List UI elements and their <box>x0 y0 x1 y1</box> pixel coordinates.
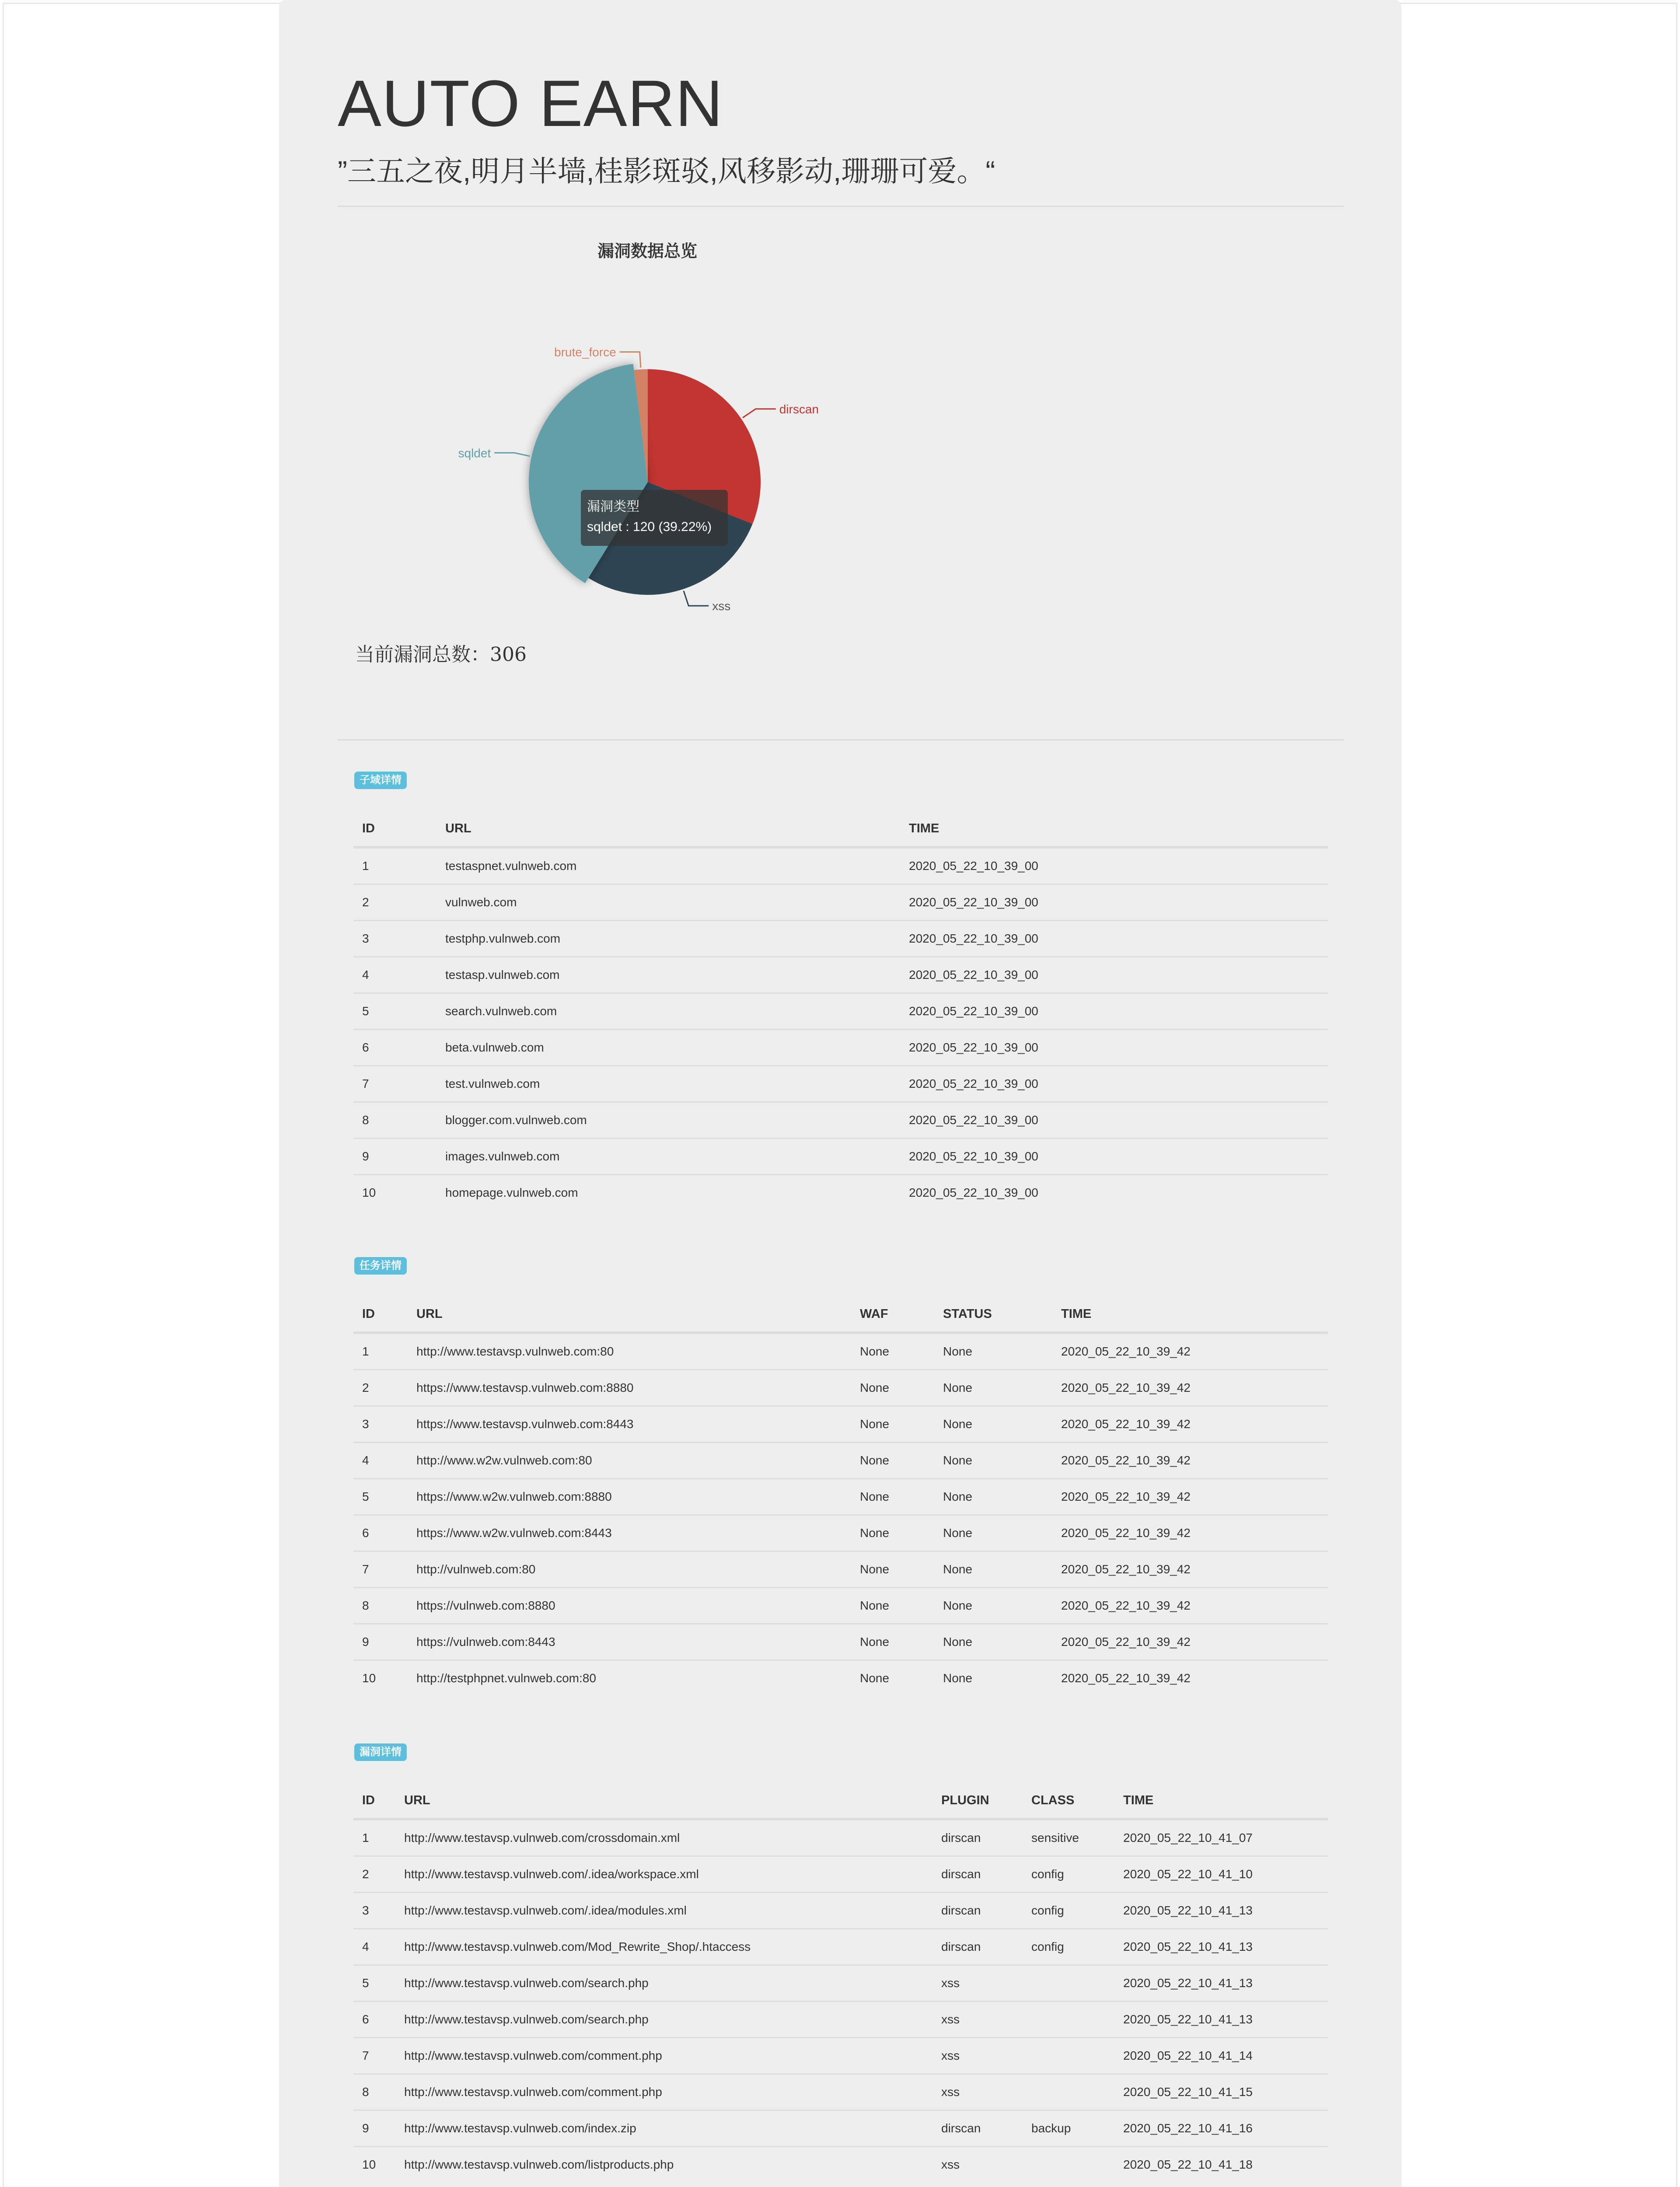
table-row <box>353 1370 1328 1406</box>
table-cell: 2020_05_22_10_41_10 <box>1114 1856 1328 1893</box>
table-cell: config <box>1023 1893 1114 1929</box>
table-cell: 2020_05_22_10_39_00 <box>900 847 1328 884</box>
table-cell: http://www.testavsp.vulnweb.com/comment.php <box>395 2074 933 2110</box>
table-cell: 2020_05_22_10_41_13 <box>1114 2002 1328 2038</box>
table-cell: None <box>934 1479 1052 1515</box>
subdomain-table <box>353 811 1328 1210</box>
table-cell <box>1023 2038 1114 2074</box>
table-cell: sensitive <box>1023 1819 1114 1856</box>
column-header: ID <box>353 1296 408 1333</box>
table-cell: 6 <box>353 2002 395 2038</box>
table-row <box>353 2110 1328 2147</box>
table-cell: 4 <box>353 1929 395 1965</box>
table-cell: 2020_05_22_10_39_00 <box>900 1175 1328 1211</box>
table-cell: 2020_05_22_10_41_18 <box>1114 2147 1328 2183</box>
table-cell: http://www.testavsp.vulnweb.com/crossdomain.xml <box>395 1819 933 1856</box>
table-cell: http://www.testavsp.vulnweb.com/.idea/modules.xml <box>395 1893 933 1929</box>
table-cell: 2020_05_22_10_41_13 <box>1114 1893 1328 1929</box>
table-row <box>353 1443 1328 1479</box>
table-cell: 2020_05_22_10_41_13 <box>1114 1929 1328 1965</box>
table-cell: 10 <box>353 2147 395 2183</box>
table-cell: blogger.com.vulnweb.com <box>437 1102 900 1139</box>
table-row <box>353 847 1328 884</box>
table-cell: 2020_05_22_10_41_14 <box>1114 2038 1328 2074</box>
table-row <box>353 1624 1328 1660</box>
table-cell <box>1023 2074 1114 2110</box>
table-cell <box>1023 2147 1114 2183</box>
table-cell: images.vulnweb.com <box>437 1139 900 1175</box>
table-cell: 2020_05_22_10_41_15 <box>1114 2074 1328 2110</box>
table-cell: 2020_05_22_10_39_42 <box>1052 1551 1328 1588</box>
table-cell: 2020_05_22_10_39_00 <box>900 884 1328 921</box>
chart-tooltip <box>581 490 728 546</box>
table-cell: vulnweb.com <box>437 884 900 921</box>
table-row <box>353 957 1328 993</box>
table-row <box>353 1479 1328 1515</box>
table-cell: 2020_05_22_10_41_13 <box>1114 1965 1328 2002</box>
table-cell: 2020_05_22_10_39_42 <box>1052 1443 1328 1479</box>
table-row <box>353 1819 1328 1856</box>
table-cell: None <box>934 1660 1052 1696</box>
main-panel <box>279 0 1401 2187</box>
table-cell: https://vulnweb.com:8880 <box>408 1588 851 1624</box>
table-cell: None <box>934 1515 1052 1551</box>
page-title: AUTO EARN <box>338 66 723 140</box>
table-row <box>353 884 1328 921</box>
table-cell: 7 <box>353 1066 437 1102</box>
table-cell: 2020_05_22_10_39_42 <box>1052 1479 1328 1515</box>
total-vuln-count: 当前漏洞总数：306 <box>355 643 527 666</box>
pie-label-line <box>743 409 776 418</box>
table-cell: 8 <box>353 2074 395 2110</box>
table-row <box>353 1175 1328 1211</box>
table-cell: 2 <box>353 1370 408 1406</box>
table-cell: 2020_05_22_10_39_00 <box>900 957 1328 993</box>
table-row <box>353 993 1328 1030</box>
table-cell: 7 <box>353 2038 395 2074</box>
table-cell: 6 <box>353 1030 437 1066</box>
column-header: URL <box>408 1296 851 1333</box>
table-cell: 7 <box>353 1551 408 1588</box>
table-cell: https://www.w2w.vulnweb.com:8443 <box>408 1515 851 1551</box>
table-cell: http://www.testavsp.vulnweb.com/Mod_Rewrite_Shop/.htaccess <box>395 1929 933 1965</box>
table-cell: None <box>934 1406 1052 1443</box>
table-row <box>353 921 1328 957</box>
table-cell: xss <box>933 2074 1023 2110</box>
table-cell: None <box>851 1588 934 1624</box>
table-cell: xss <box>933 2002 1023 2038</box>
table-cell: config <box>1023 1856 1114 1893</box>
table-cell: 8 <box>353 1102 437 1139</box>
table-cell: http://testphpnet.vulnweb.com:80 <box>408 1660 851 1696</box>
table-cell: http://www.testavsp.vulnweb.com/.idea/workspace.xml <box>395 1856 933 1893</box>
table-cell: None <box>851 1515 934 1551</box>
table-cell: https://vulnweb.com:8443 <box>408 1624 851 1660</box>
table-cell: 2020_05_22_10_39_42 <box>1052 1624 1328 1660</box>
table-row <box>353 1333 1328 1370</box>
table-cell: 8 <box>353 1588 408 1624</box>
table-cell: 2020_05_22_10_39_00 <box>900 1030 1328 1066</box>
table-cell: 10 <box>353 1175 437 1211</box>
table-row <box>353 1139 1328 1175</box>
table-row <box>353 1066 1328 1102</box>
table-cell: xss <box>933 2038 1023 2074</box>
table-cell: None <box>851 1443 934 1479</box>
table-cell: None <box>851 1479 934 1515</box>
tooltip-text: sqldet : 120 (39.22%) <box>587 520 712 534</box>
table-cell: dirscan <box>933 2110 1023 2147</box>
table-cell: 3 <box>353 1406 408 1443</box>
table-cell: 2020_05_22_10_39_42 <box>1052 1370 1328 1406</box>
table-cell: 1 <box>353 847 437 884</box>
table-cell: 2 <box>353 1856 395 1893</box>
column-header: ID <box>353 811 437 847</box>
table-cell: 2020_05_22_10_39_00 <box>900 1066 1328 1102</box>
pie-label-brute-force: brute_force <box>554 345 616 359</box>
table-cell: None <box>934 1443 1052 1479</box>
table-cell: None <box>934 1588 1052 1624</box>
table-cell: http://www.testavsp.vulnweb.com/listproducts.php <box>395 2147 933 2183</box>
table-cell: 6 <box>353 1515 408 1551</box>
table-cell: 9 <box>353 2110 395 2147</box>
vuln-badge: 漏洞详情 <box>354 1743 407 1761</box>
table-row <box>353 2038 1328 2074</box>
vuln-table <box>353 1783 1328 2182</box>
table-cell: 4 <box>353 957 437 993</box>
table-row <box>353 1965 1328 2002</box>
table-cell: dirscan <box>933 1856 1023 1893</box>
table-cell: 10 <box>353 1660 408 1696</box>
table-cell: http://www.testavsp.vulnweb.com/index.zip <box>395 2110 933 2147</box>
column-header: URL <box>437 811 900 847</box>
column-header: TIME <box>900 811 1328 847</box>
vuln-pie-chart <box>279 227 819 621</box>
column-header: ID <box>353 1783 395 1819</box>
table-cell: backup <box>1023 2110 1114 2147</box>
table-cell: http://www.testavsp.vulnweb.com/search.php <box>395 1965 933 2002</box>
table-cell: None <box>851 1624 934 1660</box>
column-header: TIME <box>1052 1296 1328 1333</box>
column-header: TIME <box>1114 1783 1328 1819</box>
pie-label-line <box>684 591 709 606</box>
table-cell: None <box>851 1660 934 1696</box>
table-cell: 2020_05_22_10_39_00 <box>900 1139 1328 1175</box>
table-row <box>353 2147 1328 2183</box>
table-cell <box>1023 1965 1114 2002</box>
table-cell: config <box>1023 1929 1114 1965</box>
table-cell: http://www.testavsp.vulnweb.com/search.php <box>395 2002 933 2038</box>
table-cell: 2020_05_22_10_39_42 <box>1052 1660 1328 1696</box>
table-cell: None <box>934 1333 1052 1370</box>
table-row <box>353 1893 1328 1929</box>
pie-label-xss: xss <box>712 599 731 613</box>
table-cell: 2020_05_22_10_39_42 <box>1052 1588 1328 1624</box>
table-cell <box>1023 2002 1114 2038</box>
table-cell: 1 <box>353 1333 408 1370</box>
table-cell: dirscan <box>933 1893 1023 1929</box>
subdomain-badge: 子域详情 <box>354 772 407 789</box>
table-cell: 2020_05_22_10_41_07 <box>1114 1819 1328 1856</box>
table-row <box>353 1660 1328 1696</box>
table-cell: None <box>934 1551 1052 1588</box>
column-header: WAF <box>851 1296 934 1333</box>
table-cell: http://vulnweb.com:80 <box>408 1551 851 1588</box>
table-row <box>353 1515 1328 1551</box>
table-cell: test.vulnweb.com <box>437 1066 900 1102</box>
table-cell: 2020_05_22_10_39_42 <box>1052 1406 1328 1443</box>
table-cell: xss <box>933 1965 1023 2002</box>
table-cell: search.vulnweb.com <box>437 993 900 1030</box>
table-cell: 3 <box>353 1893 395 1929</box>
table-cell: 2020_05_22_10_39_00 <box>900 921 1328 957</box>
table-cell: 9 <box>353 1139 437 1175</box>
table-cell: beta.vulnweb.com <box>437 1030 900 1066</box>
table-cell: dirscan <box>933 1929 1023 1965</box>
table-row <box>353 1588 1328 1624</box>
table-cell: 1 <box>353 1819 395 1856</box>
table-row <box>353 1856 1328 1893</box>
table-row <box>353 1030 1328 1066</box>
table-cell: 2020_05_22_10_39_00 <box>900 993 1328 1030</box>
table-cell: 2020_05_22_10_39_42 <box>1052 1333 1328 1370</box>
column-header: CLASS <box>1023 1783 1114 1819</box>
table-row <box>353 1551 1328 1588</box>
table-cell: xss <box>933 2147 1023 2183</box>
table-cell: dirscan <box>933 1819 1023 1856</box>
table-cell: 3 <box>353 921 437 957</box>
pie-label-sqldet: sqldet <box>458 446 491 460</box>
table-cell: None <box>851 1370 934 1406</box>
divider <box>338 739 1344 741</box>
table-cell: https://www.testavsp.vulnweb.com:8443 <box>408 1406 851 1443</box>
tooltip-title: 漏洞类型 <box>587 500 639 514</box>
table-cell: http://www.testavsp.vulnweb.com:80 <box>408 1333 851 1370</box>
table-cell: None <box>934 1370 1052 1406</box>
table-cell: https://www.w2w.vulnweb.com:8880 <box>408 1479 851 1515</box>
table-cell: http://www.w2w.vulnweb.com:80 <box>408 1443 851 1479</box>
column-header: STATUS <box>934 1296 1052 1333</box>
table-cell: https://www.testavsp.vulnweb.com:8880 <box>408 1370 851 1406</box>
table-cell: None <box>934 1624 1052 1660</box>
column-header: URL <box>395 1783 933 1819</box>
table-cell: testphp.vulnweb.com <box>437 921 900 957</box>
table-cell: 2020_05_22_10_39_42 <box>1052 1515 1328 1551</box>
table-cell: 5 <box>353 1479 408 1515</box>
chart-title: 漏洞数据总览 <box>597 242 698 261</box>
table-cell: None <box>851 1406 934 1443</box>
table-cell: 5 <box>353 993 437 1030</box>
table-row <box>353 1102 1328 1139</box>
table-cell: 2 <box>353 884 437 921</box>
table-row <box>353 2002 1328 2038</box>
pie-label-line <box>494 453 530 456</box>
table-cell: None <box>851 1551 934 1588</box>
task-table <box>353 1296 1328 1696</box>
column-header: PLUGIN <box>933 1783 1023 1819</box>
table-cell: 4 <box>353 1443 408 1479</box>
table-cell: testasp.vulnweb.com <box>437 957 900 993</box>
table-cell: 5 <box>353 1965 395 2002</box>
table-cell: 2020_05_22_10_41_16 <box>1114 2110 1328 2147</box>
table-cell: 9 <box>353 1624 408 1660</box>
table-cell: homepage.vulnweb.com <box>437 1175 900 1211</box>
table-row <box>353 2074 1328 2110</box>
page-quote: ”三五之夜,明月半墙,桂影斑驳,风移影动,珊珊可爱。“ <box>338 155 995 187</box>
table-row <box>353 1406 1328 1443</box>
table-row <box>353 1929 1328 1965</box>
task-badge: 任务详情 <box>354 1257 407 1275</box>
pie-label-dirscan: dirscan <box>779 402 819 416</box>
table-cell: http://www.testavsp.vulnweb.com/comment.php <box>395 2038 933 2074</box>
table-cell: None <box>851 1333 934 1370</box>
table-cell: testaspnet.vulnweb.com <box>437 847 900 884</box>
table-cell: 2020_05_22_10_39_00 <box>900 1102 1328 1139</box>
divider <box>338 206 1344 207</box>
